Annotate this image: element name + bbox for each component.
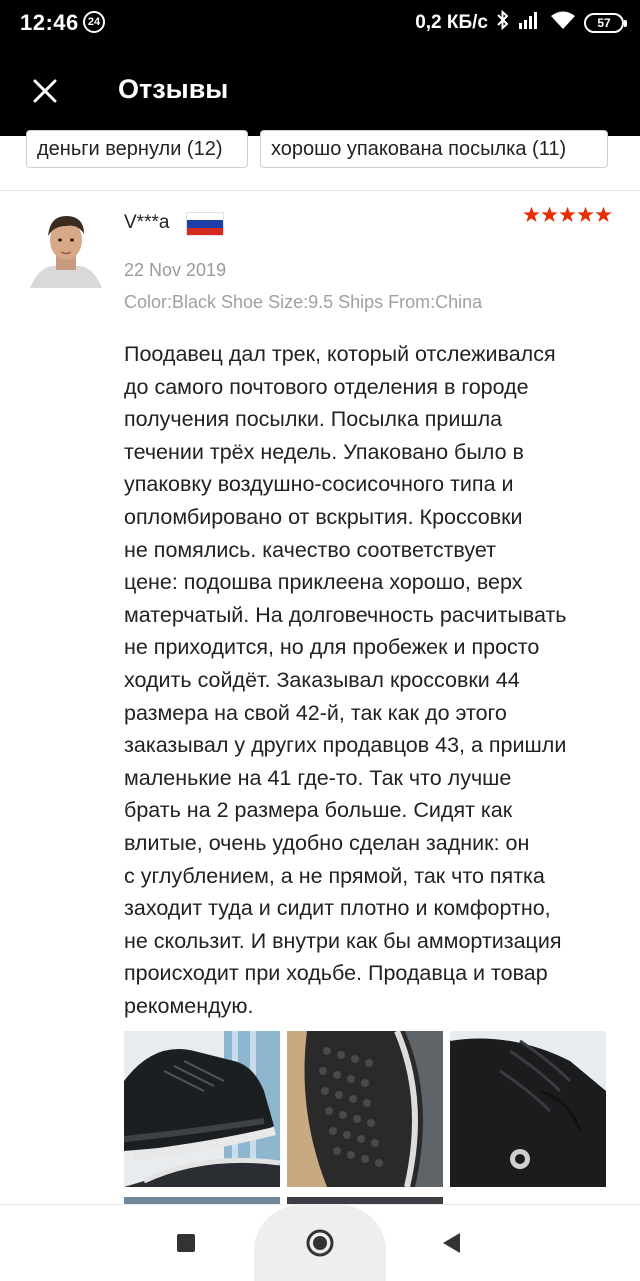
signal-icon <box>518 10 542 36</box>
page-title: Отзывы <box>118 74 229 104</box>
wifi-icon <box>550 10 576 36</box>
back-icon <box>441 1232 461 1254</box>
tag-chip-label: хорошо упакована посылка (11) <box>271 137 567 160</box>
review-product-meta: Color:Black Shoe Size:9.5 Ships From:China <box>124 292 483 312</box>
header <box>0 0 640 136</box>
status-right <box>415 10 624 36</box>
bluetooth-icon <box>496 10 510 36</box>
tag-chip-label: деньги вернули (12) <box>37 137 223 160</box>
recent-apps-button[interactable] <box>151 1205 221 1281</box>
review-photo-5[interactable] <box>287 1194 443 1204</box>
status-bar <box>0 0 640 46</box>
status-time: 12:46 <box>20 10 79 35</box>
close-button[interactable] <box>22 68 68 114</box>
star-icon <box>577 206 594 223</box>
close-icon <box>32 78 58 104</box>
russia-flag-icon <box>186 212 224 236</box>
recent-apps-icon <box>176 1233 196 1253</box>
reviewer-name: V***a <box>124 212 170 233</box>
back-button[interactable] <box>416 1205 486 1281</box>
review-photo-3[interactable] <box>450 1031 606 1187</box>
star-icon <box>559 206 576 223</box>
star-icon <box>595 206 612 223</box>
tag-chip-money-refunded[interactable] <box>26 130 248 168</box>
star-icon <box>541 206 558 223</box>
tag-chip-well-packed[interactable] <box>260 130 608 168</box>
review-photo-2[interactable] <box>287 1031 443 1187</box>
review-date: 22 Nov 2019 <box>124 260 227 280</box>
review-photo-1[interactable] <box>124 1031 280 1187</box>
review-photo-4[interactable] <box>124 1194 280 1204</box>
notification-count-badge: 24 <box>83 11 105 33</box>
app-bar <box>0 46 640 136</box>
avatar <box>30 208 102 288</box>
star-icon <box>523 206 540 223</box>
rating-stars <box>523 206 612 223</box>
battery-icon <box>584 13 624 33</box>
battery-level: 57 <box>597 16 611 30</box>
home-button[interactable] <box>285 1205 355 1281</box>
network-speed: 0,2 КБ/с <box>415 12 488 33</box>
tag-filter-bar <box>0 136 640 191</box>
review-text: Поодавец дал трек, который отслеживался до самого почтового отделения в городе получения посылки. Посылка пришла течении трёх недель. Упаковано было в упаковку воздушно-сосисочного типа и опломбировано от вскрытия. Кроссовки не помялись. качество соответствует цене: подошва приклеена хорошо, верх матерчатый. На долговечность расчитывать не приходится, но для пробежек и просто ходить сойдёт. Заказывал кроссовки 44 размера на свой 42-й, так как до этого заказывал у других продавцов 43, а пришли маленькие на 41 где-то. Так что лучше брать на 2 размера больше. Сидят как влитые, очень удобно сделан задник: он с углублением, а не прямой, так что пятка заходит туда и сидит плотно и комфортно, не скользит. И внутри как бы аммортизация происходит при ходьбе. Продавца и товар рекомендую. <box>124 342 567 1018</box>
system-navigation-bar <box>0 1204 640 1281</box>
home-icon <box>305 1228 335 1258</box>
